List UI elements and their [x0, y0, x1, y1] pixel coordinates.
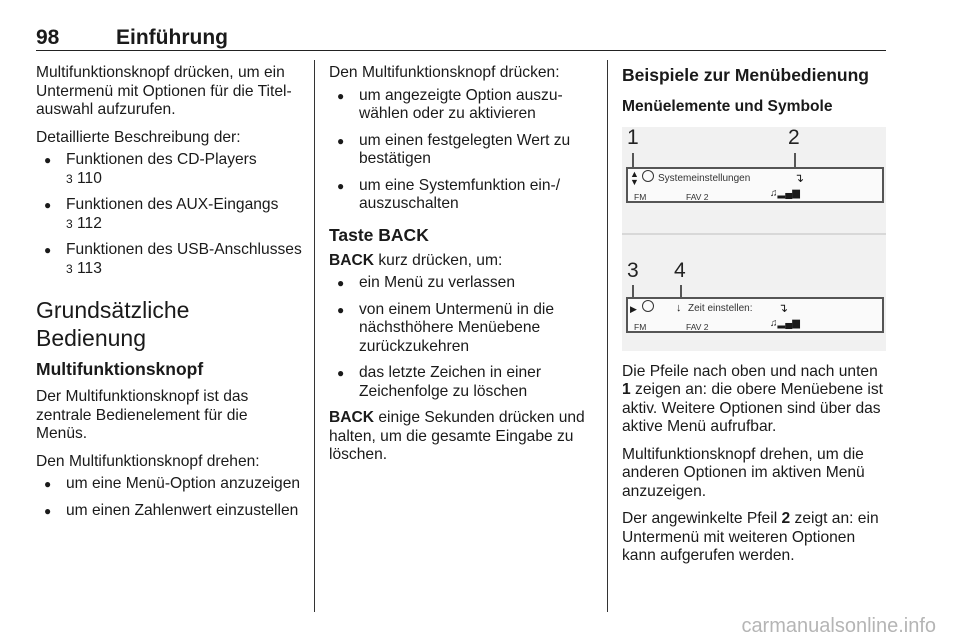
band-label: FM [634, 191, 647, 202]
menu-title: Systemeinstellungen [658, 172, 751, 184]
paragraph: BACK kurz drücken, um: [329, 251, 503, 269]
list [36, 475, 302, 520]
page-number: 98 [36, 26, 60, 49]
list [36, 151, 302, 278]
list-item: ● Funktionen des USB-Anschlusses 3 113 [36, 241, 302, 278]
list-item: ● um eine Systemfunktion ein-/ auszuschalten [329, 177, 595, 214]
display-screen-bottom [626, 297, 884, 333]
arrow-down-icon: ↓ [676, 301, 682, 314]
subsection-heading: Taste BACK [329, 224, 429, 245]
list-item: ● ein Menü zu verlassen [329, 274, 595, 293]
list-item: ● von einem Untermenü in die nächsthöhere Menüebene zurückzukehren [329, 301, 595, 357]
paragraph: Detaillierte Beschreibung der: [36, 128, 241, 146]
paragraph: Multifunktionsknopf drehen, um die anderen Optionen im aktiven Menü anzuzeigen. [622, 445, 865, 500]
ref-arrow-icon: 3 [66, 261, 73, 276]
paragraph: Multifunktionsknopf drücken, um ein Untermenü mit Optionen für die Titelauswahl aufzurufen. [36, 64, 292, 118]
callout-1: 1 [627, 126, 639, 149]
column-divider [607, 60, 608, 612]
page-ref-link[interactable]: 113 [77, 259, 102, 277]
list [329, 274, 595, 401]
paragraph: Der angewinkelte Pfeil 2 zeigt an: ein Untermenü mit weiteren Optionen kann aufgerufen werden. [622, 510, 879, 564]
ref-arrow-icon: 3 [66, 171, 73, 186]
paragraph: Der Multifunktionsknopf ist das zentrale Bedienelement für die Menüs. [36, 388, 249, 442]
paragraph: BACK einige Sekunden drücken und halten, um die gesamte Eingabe zu löschen. [329, 409, 585, 463]
preset-label: FAV 2 [686, 191, 709, 202]
menu-title: Zeit einstellen: [688, 302, 753, 314]
clock-icon [642, 170, 654, 182]
page-ref-link[interactable]: 110 [77, 169, 102, 187]
button-name: BACK [329, 409, 375, 426]
display-screen-top [626, 167, 884, 203]
subsection-heading: Multifunktionsknopf [36, 359, 204, 379]
chapter-title: Einführung [116, 26, 228, 49]
list-item: ● das letzte Zeichen in einer Zeichenfolge zu löschen [329, 364, 595, 401]
paragraph: Den Multifunktionsknopf drehen: [36, 452, 260, 470]
up-down-arrows-icon: ▲ ▼ [630, 168, 639, 187]
list-item: ● um eine Menü-Option anzuzeigen [36, 475, 302, 494]
paragraph: Die Pfeile nach oben und nach unten 1 zeigen an: die obere Menüebene ist aktiv. Weitere Optionen sind über das aktive Menü aufrufbar. [622, 362, 883, 435]
menu-display-figure [622, 127, 886, 351]
column-3 [622, 64, 888, 575]
column-2 [329, 64, 595, 474]
subsection-heading: Beispiele zur Menübedienung [622, 65, 869, 85]
button-name: BACK [329, 251, 375, 269]
paragraph: Den Multifunktionsknopf drücken: [329, 64, 560, 81]
section-heading: Grundsätzliche Bedienung [36, 297, 190, 351]
watermark: carmanualsonline.info [741, 615, 936, 637]
ref-arrow-icon: 3 [66, 216, 73, 231]
signal-strength-icon: ♫▂▄▆ [770, 187, 800, 199]
submenu-arrow-icon: ↴ [778, 300, 789, 315]
page-ref-link[interactable]: 112 [77, 214, 102, 232]
callout-3: 3 [627, 258, 639, 282]
signal-strength-icon: ♫▂▄▆ [770, 317, 800, 329]
clock-icon [642, 300, 654, 312]
header-rule [36, 50, 886, 51]
band-label: FM [634, 321, 647, 332]
callout-2: 2 [788, 126, 800, 149]
page-header [36, 26, 886, 52]
arrow-right-icon: ▶ [630, 303, 637, 314]
submenu-arrow-icon: ↴ [794, 170, 805, 185]
list-item: ● um einen Zahlenwert einzustellen [36, 502, 302, 521]
list-item: ● Funktionen des CD-Players 3 110 [36, 151, 302, 188]
column-divider [314, 60, 315, 612]
preset-label: FAV 2 [686, 321, 709, 332]
callout-4: 4 [674, 258, 686, 282]
column-1 [36, 64, 302, 528]
list-item: ● um einen festgelegten Wert zu bestätigen [329, 132, 595, 169]
list-item: ● um angezeigte Option auszuwählen oder zu aktivieren [329, 87, 595, 124]
figure-heading: Menüelemente und Symbole [622, 98, 833, 115]
list-item: ● Funktionen des AUX-Eingangs 3 112 [36, 196, 302, 233]
list [329, 87, 595, 214]
